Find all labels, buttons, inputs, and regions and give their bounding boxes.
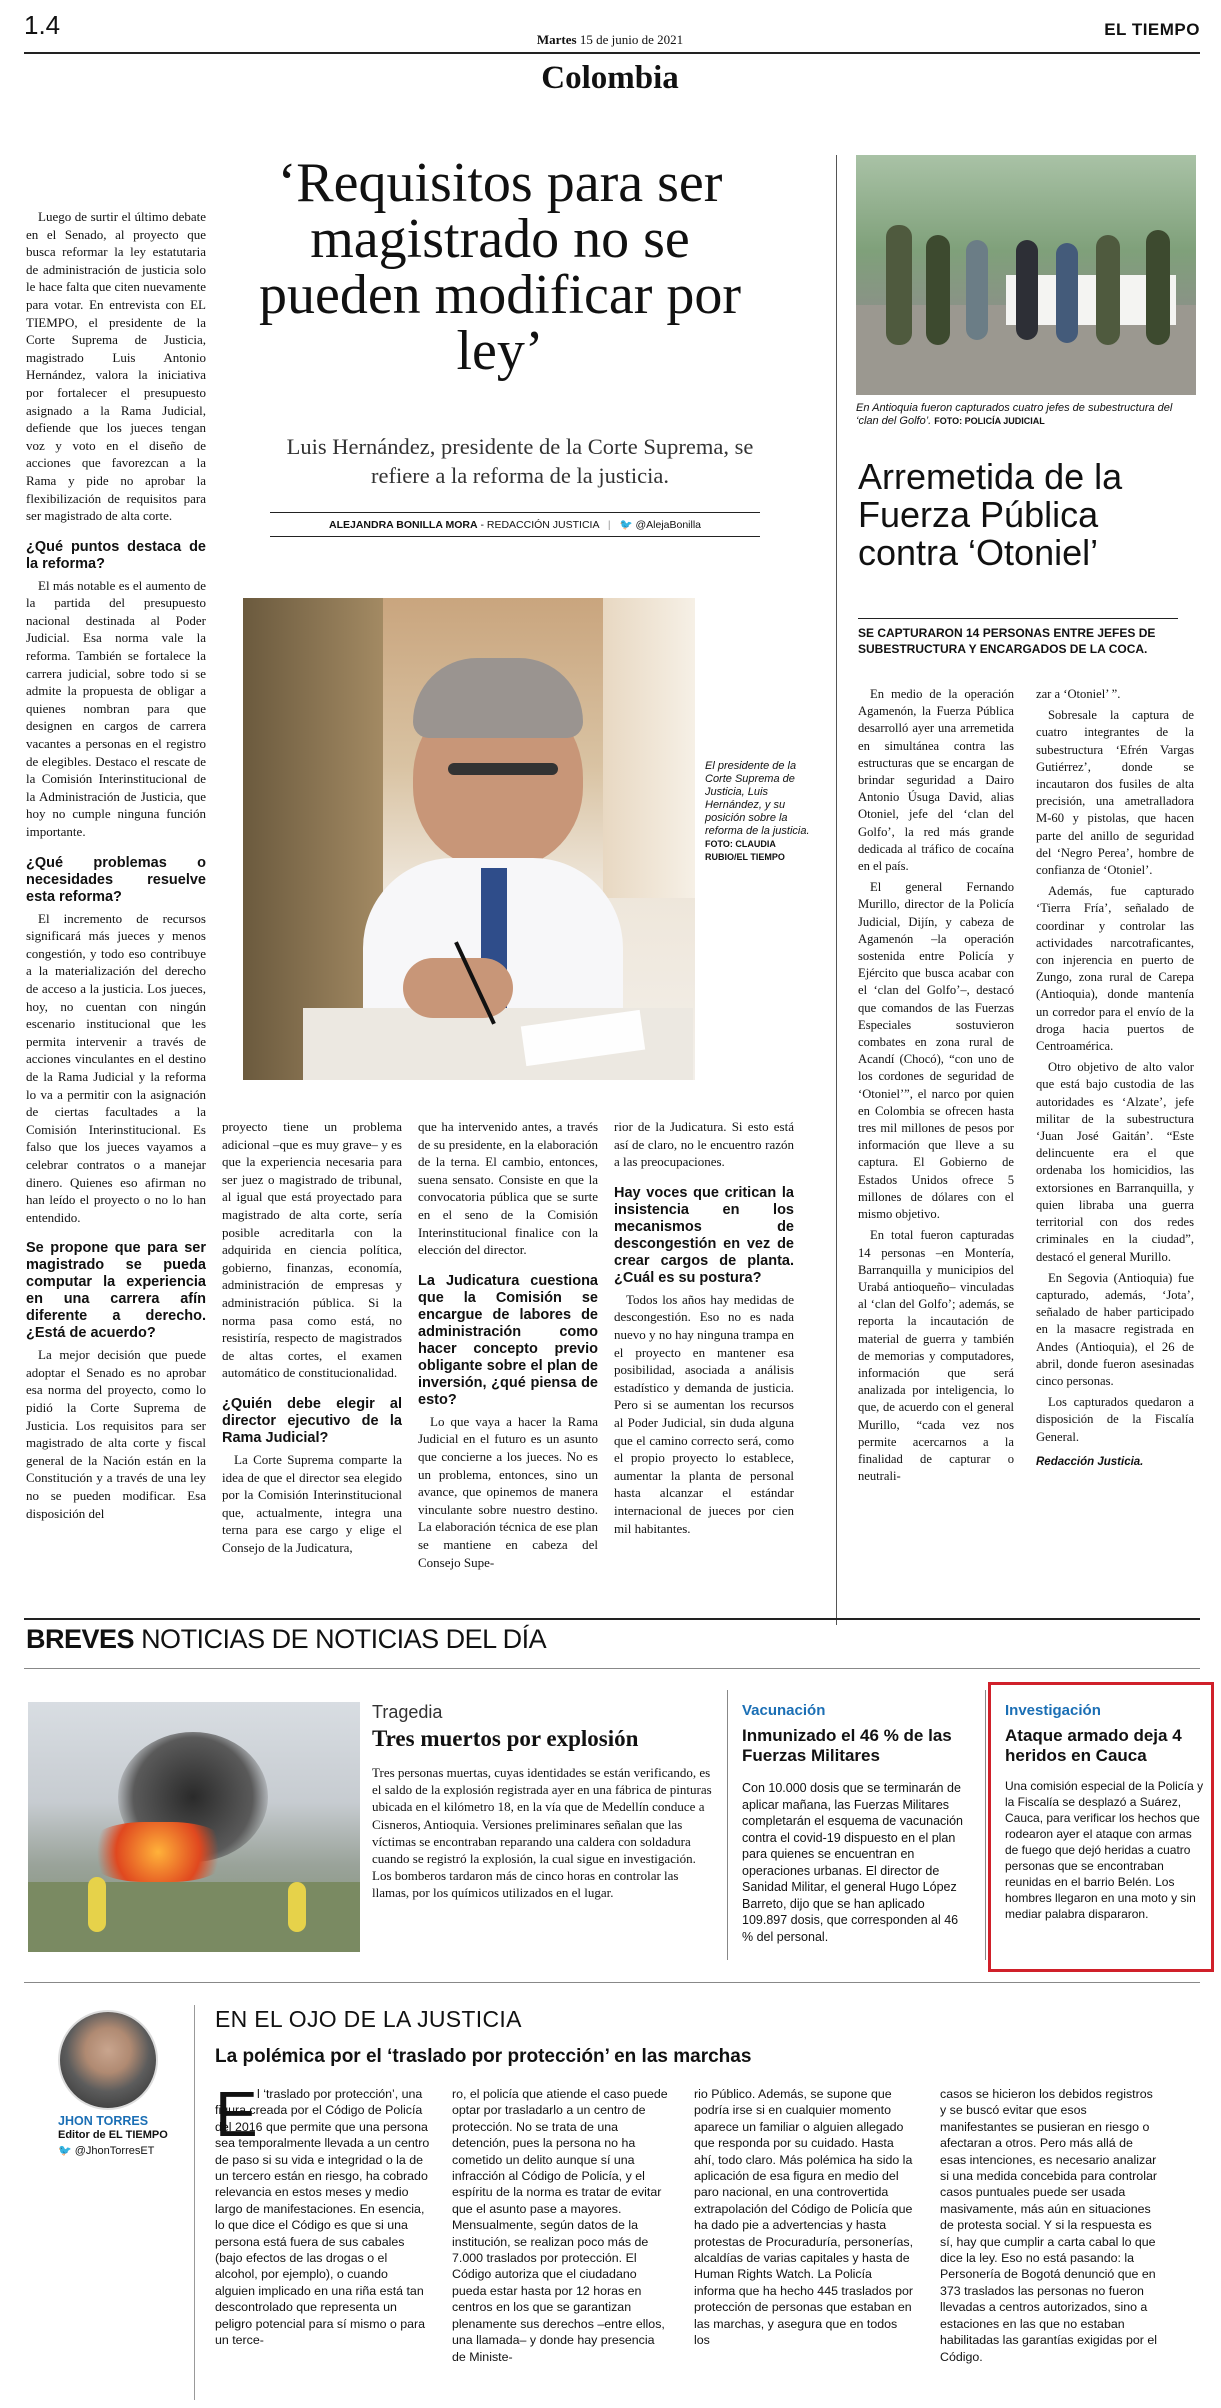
- brief3-body: Una comisión especial de la Policía y la Fiscalía se desplazó a Suárez, Cauca, para verificar los hechos que rodearon ayer el ataque con armas de fuego que dejó heridas a cuatro personas que se encontraban reunidas en el barrio Belén. Los hombres llegaron en una moto y sin mediar palabra dispararon.: [1005, 1779, 1204, 1921]
- byline-twitter[interactable]: @AlejaBonilla: [635, 519, 702, 531]
- date-rest: 15 de junio de 2021: [579, 32, 684, 47]
- main-photo-caption: [705, 760, 815, 864]
- brief2-category: Vacunación: [742, 1702, 826, 1719]
- side-col2-para: Además, fue capturado ‘Tierra Fría’, señalado de coordinar y controlar las actividades narcotraficantes, con injerencia en puerto de Zungo, zona rural de Carepa (Antioquia), donde mantenía un corredor para el envío de la droga hacia puertos de Centroamérica.: [1036, 884, 1194, 1054]
- main-col4-para: Todos los años hay medidas de descongestión. Eso no es nada nuevo y no hay ninguna trampa en el proyecto en mantener esa posibilidad, asociada a análisis estadístico y demanda de justicia. Pero si se aumentan los recursos al Poder Judicial, sin duda alguna que el camino correcto será, como el propio proyecto lo establece, aumentar la planta de personal hasta alcanzar el estándar internacional de jueces por cien mil habitantes.: [614, 1291, 794, 1536]
- side-signature: Redacción Justicia.: [1036, 1455, 1144, 1468]
- twitter-icon: 🐦: [58, 2145, 72, 2157]
- main-col1-para: El más notable es el aumento de la partida del presupuesto nacional destinada al Poder Judicial. Esa norma vale la reforma. También se fortalece la carrera judicial, sobre todo si se admite la propuesta de obligar a quienes nombran para que designen en cargos de carrera vacantes a personas en el registro de elegibles. Destaco el rescate de la Comisión Interinstitucional de la Administración de Justicia, que hoy no cumple ninguna función importante.: [26, 577, 206, 839]
- main-col2-para: La Corte Suprema comparte la idea de que el director sea elegido por la Comisión Interinstitucional que, actualmente, integra una terna para ese cargo y elige el Consejo de la Judicatura,: [222, 1451, 402, 1555]
- column-col-4: casos se hicieron los debidos registros y se buscó evitar que esos manifestantes se pusieran en riesgo o afectaran a otros. Pero más allá de esas intenciones, es necesario analizar si una medida concebida para controlar casos puntuales puede ser usada masivamente, más aún en situaciones de protesta social. Y si la respuesta es sí, hay que cumplir a carta cabal lo que dice la ley. Eso no está pasando: la Personería de Bogotá denunció que en 373 traslados las personas no fueron llevadas a centros autorizados, sino a estaciones en las que no estaban habilitadas las garantías exigidas por el Código.: [940, 2087, 1157, 2364]
- side-deck: SE CAPTURARON 14 PERSONAS ENTRE JEFES DE SUBESTRUCTURA Y ENCARGADOS DE LA COCA.: [858, 626, 1156, 656]
- brief2-body: Con 10.000 dosis que se terminarán de aplicar mañana, las Fuerzas Militares completarán el esquema de vacunación contra el covid-19 dispuesto en el plan para quienes se encuentran en operaciones urbanas. El director de Sanidad Militar, el general Hugo López Barreto, dijo que se han aplicado 109.897 dosis, que corresponden al 46 % del personal.: [742, 1781, 963, 1944]
- side-col2-para: zar a ‘Otoniel’ ”.: [1036, 687, 1121, 701]
- article-divider: [836, 155, 837, 1625]
- column-col-3: rio Público. Además, se supone que podría irse si en cualquier momento aparece un familiar o alguien allegado que responda por su cuidado. Hasta ahí, todo claro. Más polémica ha sido la aplicación de esa figura en medio del paro nacional, en una controvertida extrapolación del Código de Policía que ha dado pie a advertencias y hasta protestas de Procuraduría, personerías, alcaldías de varias capitales y hasta de Human Rights Watch. La Policía informa que ha hecho 445 traslados por protección de personas que estaban en las marchas, y asegura que en todos los: [694, 2087, 914, 2348]
- main-col1-question: ¿Qué problemas o necesidades resuelve esta reforma?: [26, 854, 206, 905]
- author-name: JHON TORRES: [58, 2114, 149, 2128]
- main-col1-para: Luego de surtir el último debate en el Senado, al proyecto que busca reformar la ley estatutaria de administración de justicia solo le hace falta que citen nuevamente para votar. En entrevista con EL TIEMPO, el presidente de la Corte Suprema de Justicia, magistrado Luis Antonio Hernández, valora la iniciativa por fortalecer el presupuesto asignado a la Rama Judicial, defiende que los jueces tengan voz y voto en el diseño de acciones que favorezcan a la Rama y pide no aprobar la flexibilización de requisitos para ser magistrado de alta corte.: [26, 209, 206, 524]
- brief1-body: Tres personas muertas, cuyas identidades se están verificando, es el saldo de la explosión registrada ayer en una fábrica de pinturas ubicada en el kilómetro 18, en la vía que de Medellín conduce a Cisneros, Antioquia. Versiones preliminares señalan que las víctimas se encontraban reparando una caldera con soldadura cuando se registró la explosión, la cual sigue en investigación. Los bomberos tardaron más de cinco horas en controlar las llamas, por los químicos utilizados en el lugar.: [372, 1765, 712, 1901]
- main-col1-question: Se propone que para ser magistrado se pueda computar la experiencia en una carrera afín diferente a derecho. ¿Está de acuerdo?: [26, 1240, 206, 1342]
- side-photo: [856, 155, 1196, 395]
- brief1-title: Tres muertos por explosión: [372, 1726, 639, 1751]
- date-day: Martes: [536, 32, 577, 47]
- side-col1-para: El general Fernando Murillo, director de la Policía Judicial, Dijín, y cabeza de Agamenón –la operación sostenida entre Policía y Ejército que busca acabar con el ‘clan del Golfo’–, destacó que comandos de las Fuerzas Especiales sostuvieron combates en zona rural de Acandí (Chocó), “con uno de los cordones de seguridad de ‘Otoniel’”, el narco por quien en Colombia se ofrecen hasta tres mil millones de pesos por información que lleve a su captura. El Gobierno de Estados Unidos ofrece 5 millones de dólares con el mismo objetivo.: [858, 880, 1014, 1222]
- side-deck-rule: [858, 618, 1178, 619]
- main-col3-para: Lo que vaya a hacer la Rama Judicial en el futuro es un asunto que concierne a los jueces. No es un problema, entonces, sino un avance, que opinemos de manera vinculante sobre nuestro destino. La elaboración técnica de ese plan se mantiene en cabeza del Consejo Supe-: [418, 1413, 598, 1570]
- side-col2-para: En Segovia (Antioquia) fue capturado, además, ‘Jota’, señalado de haber participado en la masacre registrada en Andes (Antioquia), el 26 de abril, donde fueron asesinadas cinco personas.: [1036, 1270, 1194, 1388]
- main-photo: [243, 598, 695, 1080]
- page-number: 1.4: [24, 10, 61, 40]
- side-col2-para: Otro objetivo de alto valor que está bajo custodia de las autoridades es ‘Alzate’, jefe militar de la subestructura ‘Juan José Gaitán’. “Este delincuente era el que ordenaba los homicidios, las extorsiones en Barranquilla, y quien libraba una guerra territorial con dos redes criminales en la ciudad”, destacó el general Murillo.: [1036, 1060, 1194, 1264]
- breves-top-rule: [24, 1618, 1200, 1620]
- breves-end-rule: [24, 1982, 1200, 1983]
- main-col-4: [614, 1118, 794, 1541]
- main-col4-para: rior de la Judicatura. Si esto está así de claro, no le encuentro razón a las preocupaciones.: [614, 1119, 794, 1170]
- breves-label-rest: NOTICIAS DE NOTICIAS DEL DÍA: [141, 1624, 547, 1654]
- main-col1-para: La mejor decisión que puede adoptar el Senado es no aprobar esa norma del proyecto, como lo pidió la Corte Suprema de Justicia. Los requisitos para ser magistrado de alta corte y fiscal general de la Nación están en la Constitución y a través de una ley no se pueden modificar. Esa disposición del: [26, 1347, 206, 1521]
- main-col-2: [222, 1118, 402, 1560]
- main-photo-caption-text: El presidente de la Corte Suprema de Justicia, Luis Hernández, y su posición sobre la reforma de la justicia.: [705, 760, 810, 837]
- column-vertical-rule: [194, 2005, 195, 2400]
- author-avatar: [58, 2010, 158, 2110]
- author-twitter[interactable]: [58, 2144, 208, 2157]
- section-title: Colombia: [541, 60, 679, 96]
- side-photo-caption: [856, 402, 1196, 428]
- side-col-2: [1036, 686, 1194, 1471]
- side-photo-caption-text: En Antioquia fueron capturados cuatro jefes de subestructura del ‘clan del Golfo’.: [856, 402, 1173, 427]
- author-twitter-handle[interactable]: @JhonTorresET: [74, 2145, 155, 2157]
- byline-rule-bottom: [270, 536, 760, 537]
- side-headline: Arremetida de la Fuerza Pública contra ‘Otoniel’: [858, 456, 1123, 573]
- column-col1-text: l ‘traslado por protección’, una figura creada por el Código de Policía del 2016 que permite que una persona sea temporalmente llevada a un centro de paso si su vida e integridad o la de un tercero están en riesgo, ha cobrado relevancia en estos meses y medio largo de manifestaciones. En esencia, lo que dice el Código es que si una persona está fuera de sus cabales (bajo efectos de las drogas o el alcohol, por ejemplo), o cuando alguien implicado en una riña está tan descontrolado que representa un peligro potencial para sí mismo o para un terce-: [215, 2087, 430, 2348]
- byline-author: ALEJANDRA BONILLA MORA: [328, 519, 478, 531]
- side-col1-para: En medio de la operación Agamenón, la Fuerza Pública desarrolló ayer una arremetida en simultánea contra las estructuras que se encargan de brindar seguridad a Dairo Antonio Úsuga David, alias Otoniel, jefe del ‘clan del Golfo’, la red más grande dedicada al tráfico de cocaína en el país.: [858, 687, 1014, 874]
- author-role: Editor de EL TIEMPO: [58, 2129, 168, 2141]
- issue-date: [490, 32, 730, 48]
- column-headline: La polémica por el ‘traslado por protección’ en las marchas: [215, 2046, 752, 2067]
- side-col1-para: En total fueron capturadas 14 personas –en Montería, Barranquilla y municipios del Urabá antioqueño– vinculadas al ‘clan del Golfo’; además, se reporta la incautación de material de guerra y también de memorias y computadores, información que será analizada por inteligencia, lo que, de acuerdo con el general Murillo, “cada vez nos permite acercarnos a la finalidad de capturar o neutrali-: [858, 1228, 1014, 1484]
- brief-divider-1: [727, 1690, 728, 1960]
- byline: ALEJANDRA BONILLA MORA - REDACCIÓN JUSTICIA | 🐦 @AlejaBonilla: [328, 519, 702, 531]
- main-deck: Luis Hernández, presidente de la Corte Suprema, se refiere a la reforma de la justicia.: [286, 434, 754, 488]
- column-col-1: [215, 2086, 430, 2349]
- main-col2-para: proyecto tiene un problema adicional –que es muy grave– y es que la experiencia necesaria para ser juez o magistrado de tribunal, al igual que está proyectado para magistrado de alta corte, sería posible acreditarla con la adquirida en ciencia política, gobierno, finanzas, economía, administración de empresas y administración pública. Si la norma pasa como está, no resistiría, respecto de magistrados de altas cortes, el examen automático de constitucionalidad.: [222, 1119, 402, 1381]
- side-col2-para: Los capturados quedaron a disposición de la Fiscalía General.: [1036, 1395, 1194, 1444]
- brief-divider-2: [985, 1690, 986, 1960]
- explosion-photo: [28, 1702, 360, 1952]
- main-headline: ‘Requisitos para ser magistrado no se pueden modificar por ley’: [258, 152, 742, 382]
- main-col1-para: El incremento de recursos significará más jueces y menos congestión, y todo eso contribuye a la materialización del derecho de acceso a la justicia. Los jueces, hoy, no cuentan con ningún escenario institucional que les permita intervenir a través de acciones vinculantes en el destino de la Rama Judicial y la reforma lo va a permitir con la asignación de ciertas facultades a la Comisión Interinstitucional. Es falso que los jueces vayamos a celebrar contratos o a manejar dinero. Quienes eso afirman no han leído el proyecto o no lo han entendido.: [26, 910, 206, 1225]
- column-dropcap: E: [215, 2078, 258, 2150]
- main-col-1: [26, 208, 206, 1526]
- main-col-3: [418, 1118, 598, 1575]
- main-photo-credit: FOTO: CLAUDIA RUBIO/EL TIEMPO: [705, 839, 785, 862]
- main-col1-question: ¿Qué puntos destaca de la reforma?: [26, 538, 206, 572]
- side-photo-credit: FOTO: POLICÍA JUDICIAL: [934, 416, 1045, 426]
- twitter-icon: 🐦: [619, 519, 633, 531]
- side-col2-para: Sobresale la captura de cuatro integrantes de la subestructura ‘Efrén Vargas Gutiérrez’, donde se incautaron dos fusiles de alta precisión, una ametralladora M-60 y pistolas, que hacen parte del anillo de seguridad del ‘Negro Perea’, hombre de confianza de ‘Otoniel’.: [1036, 708, 1194, 878]
- column-kicker: EN EL OJO DE LA JUSTICIA: [215, 2006, 522, 2032]
- column-col-2: ro, el policía que atiende el caso puede optar por trasladarlo a un centro de protección. No se trata de una detención, pues la persona no ha cometido un delito aunque sí una infracción al Código de Policía, y el espíritu de la norma es tratar de evitar que el asunto pase a mayores. Mensualmente, según datos de la institución, se realizan poco más de 7.000 traslados por protección. El Código autoriza que el ciudadano pueda estar hasta por 12 horas en centros en los que se garantizan plenamente sus derechos –entre ellos, una llamada– y donde hay presencia de Ministe-: [452, 2087, 668, 2364]
- main-col3-para: que ha intervenido antes, a través de su presidente, en la elaboración de la terna. El cambio, entonces, suena sensato. Consiste en que la convocatoria pública que se surte en el seno de la Comisión Interinstitucional finalice con la elección del director.: [418, 1119, 598, 1258]
- main-col3-question: La Judicatura cuestiona que la Comisión se encargue de labores de administración como hacer concepto previo obligante sobre el plan de inversión, ¿qué piensa de esto?: [418, 1272, 598, 1408]
- byline-rule: [270, 512, 760, 513]
- main-col2-question: ¿Quién debe elegir al director ejecutivo de la Rama Judicial?: [222, 1395, 402, 1446]
- brief3-title: Ataque armado deja 4 heridos en Cauca: [1005, 1726, 1182, 1765]
- main-col4-question: Hay voces que critican la insistencia en los mecanismos de descongestión en vez de crear cargos de planta. ¿Cuál es su postura?: [614, 1184, 794, 1286]
- brief3-category: Investigación: [1005, 1702, 1101, 1719]
- breves-label-bold: BREVES: [26, 1624, 135, 1654]
- breves-bottom-rule: [24, 1668, 1200, 1669]
- side-col-1: [858, 686, 1014, 1489]
- brief1-category: Tragedia: [372, 1702, 443, 1722]
- byline-role: - REDACCIÓN JUSTICIA: [480, 519, 599, 531]
- breves-label: [26, 1624, 546, 1655]
- header-rule: [24, 52, 1200, 54]
- brief2-title: Inmunizado el 46 % de las Fuerzas Militares: [742, 1726, 952, 1765]
- brand-logo: EL TIEMPO: [1104, 20, 1200, 39]
